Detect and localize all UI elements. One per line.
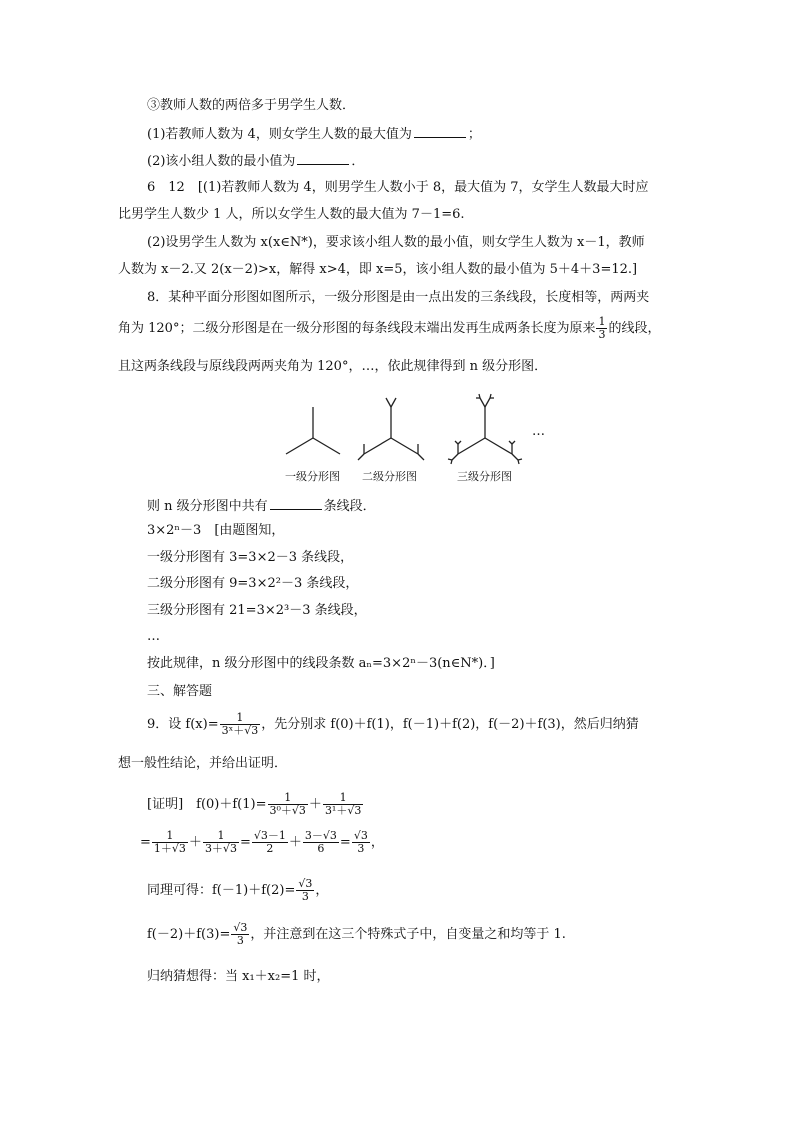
p7-q2 <box>147 152 364 170</box>
fraction <box>252 830 288 855</box>
plus-sign: ＋ <box>288 835 302 850</box>
fractal-level-3 <box>448 394 522 464</box>
comma: ， <box>370 835 384 850</box>
fractal-level-2 <box>358 398 424 460</box>
fraction <box>303 830 339 855</box>
p7-answer-c: (2)设男学生人数为 x(x∈N*)，要求该小组人数的最小值，则女学生人数为 x－1，教师 <box>147 235 645 250</box>
p7-q1-text: (1)若教师人数为 4，则女学生人数的最大值为 <box>147 127 412 142</box>
fractal-level-1 <box>286 407 340 454</box>
fig-ellipsis: … <box>532 424 545 439</box>
p8-answer-1: 3×2ⁿ－3 [由题图知， <box>147 523 285 538</box>
p9-line1 <box>147 712 639 738</box>
fraction <box>296 878 314 903</box>
answer-blank[interactable] <box>414 125 466 138</box>
frac-den: 3⁰＋√3 <box>269 804 306 817</box>
section-heading: 三、解答题 <box>147 684 213 699</box>
p8-answer-3: 二级分形图有 9=3×2²－3 条线段， <box>147 576 359 591</box>
frac-num: 1 <box>220 712 261 725</box>
frac-num: 1 <box>598 315 606 328</box>
frac-num: √3 <box>353 829 368 842</box>
comma: ， <box>315 883 329 898</box>
p9-same <box>147 876 328 906</box>
p8-line2a: 角为 120°；二级分形图是在一级分形图的每条线段末端出发再生成两条长度为原来 <box>118 321 596 336</box>
fraction <box>203 830 239 855</box>
eq-sign: = <box>140 835 151 850</box>
frac-den: 6 <box>317 842 325 855</box>
answer-blank[interactable] <box>297 152 349 165</box>
fig-label-2: 二级分形图 <box>362 470 417 483</box>
fraction <box>352 830 370 855</box>
frac-den: 3¹＋√3 <box>324 804 362 817</box>
p8-line2b: 的线段， <box>608 321 661 336</box>
p7-answer-a: 6 12 [(1)若教师人数为 4，则男学生人数小于 8，最大值为 7，女学生人数最大时应 <box>147 180 649 195</box>
fraction <box>231 922 249 947</box>
frac-den: 3 <box>357 842 365 855</box>
fraction <box>268 792 308 817</box>
p8-q-end: 条线段． <box>323 499 376 514</box>
frac-num: 1 <box>323 792 363 805</box>
frac-den: 3 <box>236 934 244 947</box>
frac-den: 3 <box>598 328 606 341</box>
p8-answer-2: 一级分形图有 3=3×2－3 条线段， <box>147 550 354 565</box>
p9-proof-2 <box>140 828 384 858</box>
frac-num: √3 <box>233 921 248 934</box>
f23-lead: f(－2)＋f(3)= <box>147 927 231 942</box>
p8-line1: 8．某种平面分形图如图所示，一级分形图是由一点出发的三条线段，长度相等，两两夹 <box>147 290 650 305</box>
p7-answer-b: 比男学生人数少 1 人，所以女学生人数的最大值为 7－1=6. <box>118 207 465 222</box>
fraction-one-third <box>596 316 607 341</box>
frac-num: √3 <box>298 877 313 890</box>
p8-answer-6: 按此规律，n 级分形图中的线段条数 aₙ=3×2ⁿ－3(n∈N*)．] <box>147 656 495 671</box>
same-lead: 同理可得：f(－1)＋f(2)= <box>147 883 296 898</box>
p8-answer-4: 三级分形图有 21=3×2³－3 条线段， <box>147 603 367 618</box>
frac-num: 3－√3 <box>304 829 337 842</box>
frac-num: √3－1 <box>253 829 286 842</box>
fraction <box>323 792 363 817</box>
frac-num: 1 <box>268 792 308 805</box>
plus-sign: ＋ <box>188 835 202 850</box>
frac-num: 1 <box>152 830 188 843</box>
frac-den: 1＋√3 <box>153 842 186 855</box>
f23-rest: ，并注意到在这三个特殊式子中，自变量之和均等于 1. <box>250 927 566 942</box>
plus-sign: ＋ <box>308 797 322 812</box>
fraction-f <box>220 712 261 737</box>
answer-blank[interactable] <box>270 497 322 510</box>
p8-line2 <box>118 316 660 341</box>
p8-q-text: 则 n 级分形图中共有 <box>147 499 268 514</box>
p7-q1-end: ； <box>467 127 481 142</box>
p7-answer-d: 人数为 x－2.又 2(x－2)>x，解得 x>4，即 x=5，该小组人数的最小值为 5＋4＋3=12.] <box>118 262 638 277</box>
p9-f23 <box>147 920 566 950</box>
p8-answer-5: … <box>147 629 160 644</box>
frac-den: 3ˣ＋√3 <box>221 724 259 737</box>
eq-sign: = <box>239 835 251 850</box>
fig-label-1: 一级分形图 <box>285 470 340 483</box>
p9-proof-1 <box>147 790 364 820</box>
frac-den: 2 <box>266 842 274 855</box>
eq-sign: = <box>339 835 351 850</box>
p9-lead: 9．设 f(x)= <box>147 717 219 732</box>
fig-label-3: 三级分形图 <box>457 470 512 483</box>
p7-q2-text: (2)该小组人数的最小值为 <box>147 154 296 169</box>
p9-conjecture: 归纳猜想得：当 x₁＋x₂=1 时， <box>147 969 330 984</box>
fraction <box>152 830 188 855</box>
p7-cond3: ③教师人数的两倍多于男学生人数． <box>147 98 356 113</box>
p8-question <box>147 497 376 515</box>
proof-tag: [证明] f(0)＋f(1)= <box>147 797 267 812</box>
frac-den: 3 <box>301 890 309 903</box>
frac-num: 1 <box>203 830 239 843</box>
frac-den: 3＋√3 <box>204 842 237 855</box>
p9-line2: 想一般性结论，并给出证明． <box>118 756 288 771</box>
p8-line3: 且这两条线段与原线段两两夹角为 120°，…，依此规律得到 n 级分形图． <box>118 359 548 374</box>
p9-rest: ，先分别求 f(0)＋f(1)，f(－1)＋f(2)，f(－2)＋f(3)，然后归纳猜 <box>261 717 639 732</box>
p7-q2-end: ． <box>351 154 365 169</box>
p7-q1 <box>147 125 481 143</box>
